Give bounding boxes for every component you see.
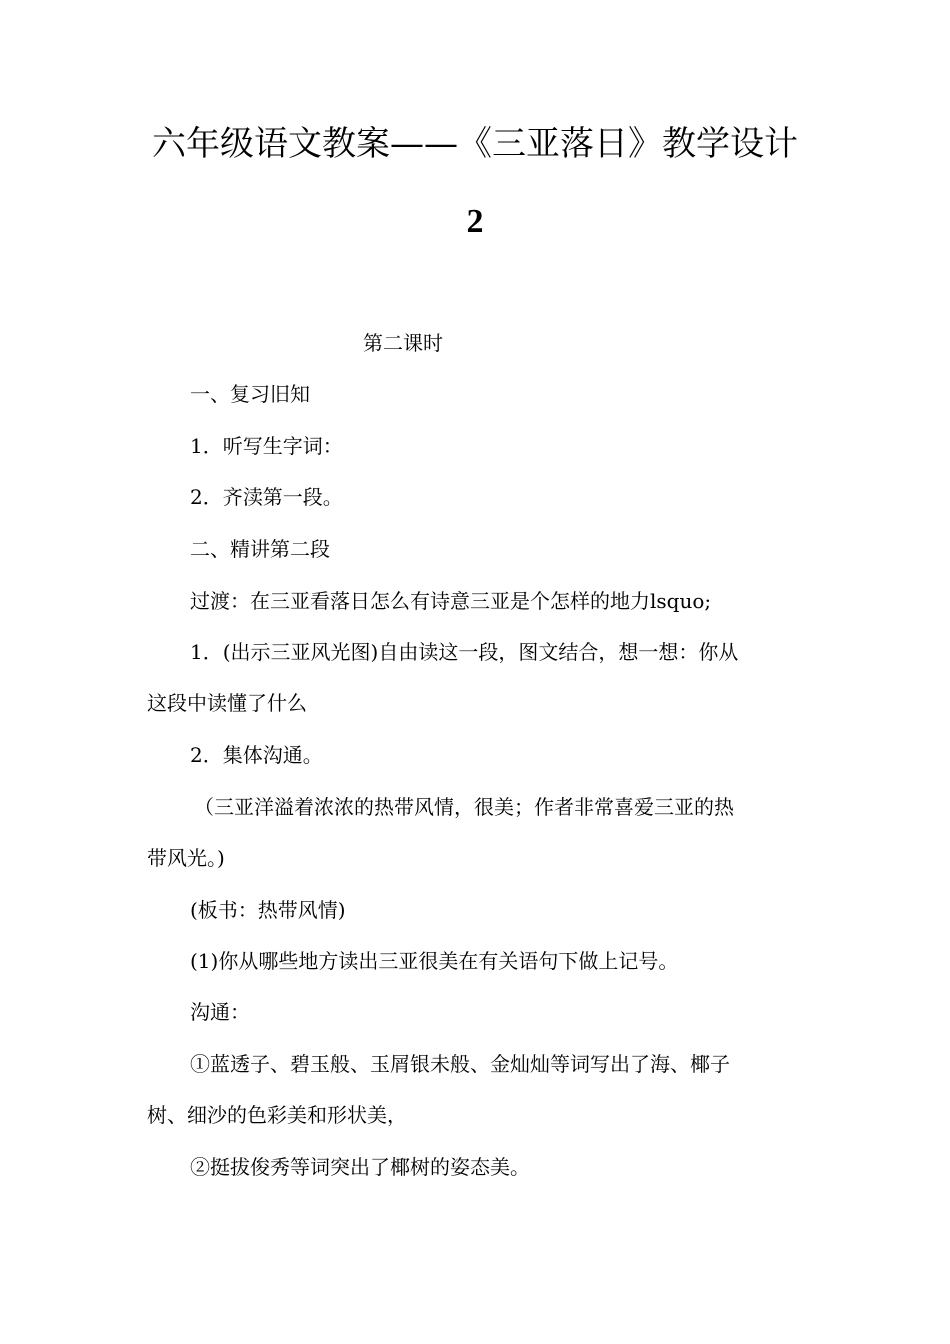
section-heading: 二、精讲第二段 bbox=[190, 537, 330, 561]
paragraph-continuation: 树、细沙的色彩美和形状美， bbox=[147, 1103, 407, 1127]
paragraph: 沟通： bbox=[190, 1000, 250, 1024]
section-heading: 一、复习旧知 bbox=[190, 382, 310, 406]
paragraph: 2．齐渎第一段。 bbox=[190, 485, 343, 509]
document-title-number: 2 bbox=[466, 203, 484, 240]
paragraph: （三亚洋溢着浓浓的热带风情，很美；作者非常喜爱三亚的热 bbox=[194, 795, 734, 819]
paragraph-continuation: 带风光。) bbox=[147, 846, 225, 870]
paragraph: (1)你从哪些地方读出三亚很美在有关语句下做上记号。 bbox=[190, 949, 679, 973]
paragraph: 过渡：在三亚看落日怎么有诗意三亚是个怎样的地力lsquo; bbox=[190, 589, 712, 613]
paragraph: ①蓝透子、碧玉般、玉屑银未般、金灿灿等词写出了海、椰子 bbox=[190, 1052, 730, 1076]
paragraph-continuation: 这段中读懂了什么 bbox=[147, 691, 307, 715]
paragraph: 1．(出示三亚风光图)自由读这一段，图文结合，想一想：你从 bbox=[190, 640, 739, 664]
paragraph: 1．听写生字词： bbox=[190, 434, 343, 458]
document-title: 六年级语文教案——《三亚落日》教学设计 bbox=[152, 124, 798, 164]
paragraph: 2．集体沟通。 bbox=[190, 743, 323, 767]
lesson-subtitle: 第二课时 bbox=[363, 331, 443, 355]
paragraph: ②挺拔俊秀等词突出了椰树的姿态美。 bbox=[190, 1155, 530, 1179]
paragraph: (板书：热带风情) bbox=[190, 898, 346, 922]
